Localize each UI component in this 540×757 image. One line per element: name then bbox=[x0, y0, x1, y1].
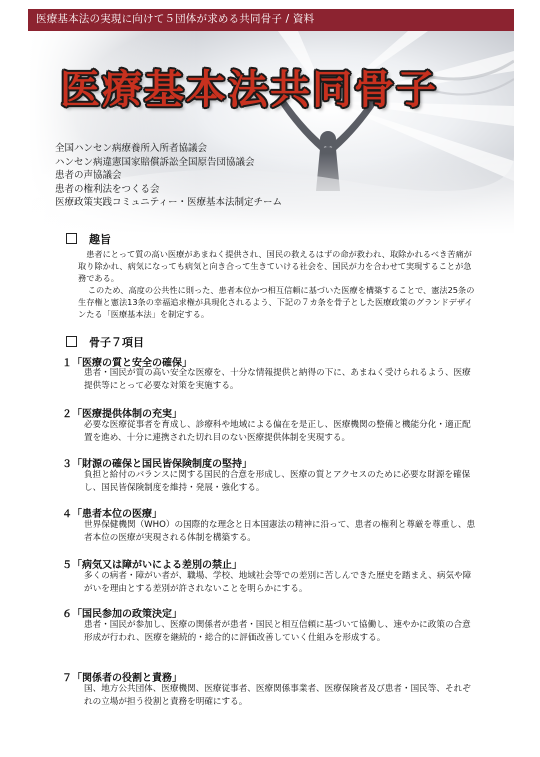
purpose-paragraph: 患者にとって質の高い医療があまねく提供され、国民の救えるはずの命が救われ、取除かれるべき苦痛が取り除かれ、病気になっても病気と向き合って生きていける社会を、国民が力を合わせて実現することが急務である。 bbox=[78, 249, 472, 283]
item-title: １「医療の質と安全の確保」 bbox=[62, 358, 192, 369]
organization-name: 患者の権利法をつくる会 bbox=[55, 183, 160, 195]
item-body: 国、地方公共団体、医療機関、医療従事者、医療関係事業者、医療保険者及び患者・国民等、それぞれの立場が担う役割と責務を明確にする。 bbox=[84, 684, 471, 707]
item-body: 患者・国民が参加し、医療の関係者が患者・国民と相互信頼に基づいて協働し、速やかに政策の合意形成が行われ、医療を継続的・総合的に評価改善していく仕組みを形成する。 bbox=[84, 620, 471, 643]
checkbox-square-icon bbox=[66, 233, 77, 244]
item-title: ６「国民参加の政策決定」 bbox=[62, 609, 182, 620]
item-title: ５「病気又は障がいによる差別の禁止」 bbox=[62, 560, 242, 571]
checkbox-square-icon bbox=[66, 336, 77, 347]
item-title: ４「患者本位の医療」 bbox=[62, 509, 162, 520]
items-heading-text: 骨子７項目 bbox=[89, 336, 144, 349]
organization-list bbox=[55, 142, 282, 210]
item-title: ３「財源の確保と国民皆保険制度の堅持」 bbox=[62, 459, 252, 470]
item-body: 患者・国民が質の高い安全な医療を、十分な情報提供と納得の下に、あまねく受けられるよう、医療提供等にとって必要な対策を実施する。 bbox=[84, 368, 471, 391]
organization-name: 医療政策実践コミュニティー・医療基本法制定チーム bbox=[55, 197, 283, 208]
item-body: 多くの病者・障がい者が、職場、学校、地域社会等での差別に苦しんできた歴史を踏まえ、病気や障がいを理由とする差別が許されないことを明らかにする。 bbox=[84, 571, 472, 594]
purpose-heading-text: 趣旨 bbox=[89, 233, 111, 246]
items-heading bbox=[66, 334, 144, 350]
organization-name: ハンセン病違憲国家賠償訴訟全国原告団協議会 bbox=[55, 156, 255, 168]
organization-name: 患者の声協議会 bbox=[55, 170, 122, 181]
purpose-heading bbox=[66, 231, 111, 247]
item-body: 負担と給付のバランスに関する国民的合意を形成し、医療の質とアクセスのために必要な財源を確保し、国民皆保険制度を維持・発展・強化する。 bbox=[84, 470, 471, 493]
item-body: 世界保健機関（WHO）の国際的な理念と日本国憲法の精神に沿って、患者の権利と尊厳を尊重し、患者本位の医療が実現される体制を構築する。 bbox=[84, 520, 476, 543]
purpose-paragraph: このため、高度の公共性に則った、患者本位かつ相互信頼に基づいた医療を構築することで、憲法25条の生存権と憲法13条の幸福追求権が具現化されるよう、下記の７カ条を骨子とした医療政策のグランドデザインたる「医療基本法」を制定する。 bbox=[78, 285, 475, 319]
organization-name: 全国ハンセン病療養所入所者協議会 bbox=[55, 143, 208, 154]
item-title: ２「医療提供体制の充実」 bbox=[62, 409, 182, 420]
item-body: 必要な医療従事者を育成し、診療科や地域による偏在を是正し、医療機関の整備と機能分化・適正配置を進め、十分に連携された切れ目のない医療提供体制を実現する。 bbox=[84, 420, 471, 443]
header-text: 医療基本法の実現に向けて５団体が求める共同骨子 / 資料 bbox=[36, 13, 315, 25]
document-title: 医療基本法共同骨子 bbox=[60, 67, 438, 113]
item-title: ７「関係者の役割と責務」 bbox=[62, 673, 182, 684]
